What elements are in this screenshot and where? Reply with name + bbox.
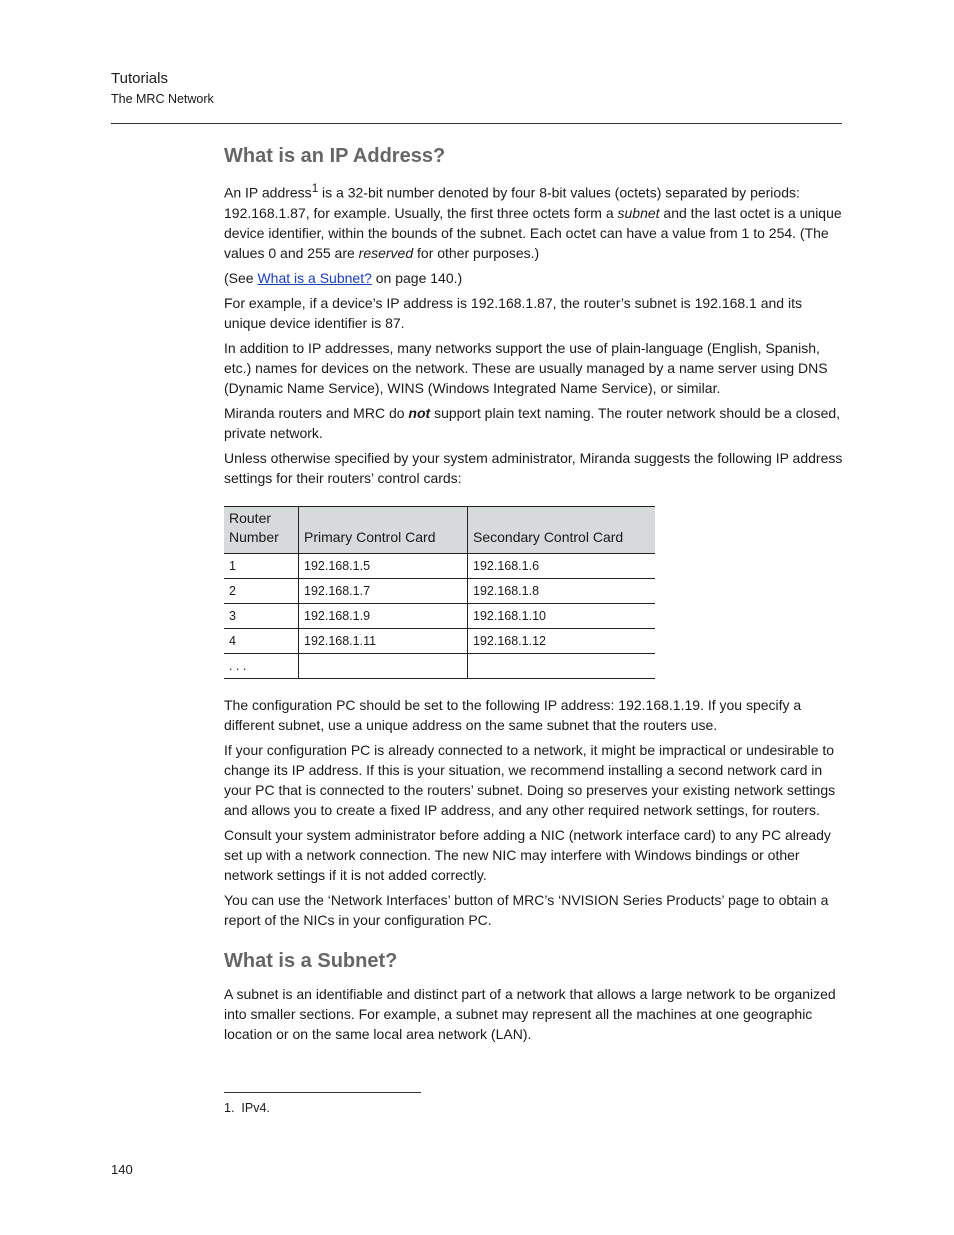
paragraph-example: For example, if a device’s IP address is 192.168.1.87, the router’s subnet is 192.168.1 and its unique device identifier is 87. <box>224 294 802 331</box>
link-what-is-a-subnet[interactable]: What is a Subnet? <box>257 269 372 286</box>
table-row <box>224 628 655 653</box>
paragraph-suggested-settings: Unless otherwise specified by your system administrator, Miranda suggests the following IP address settings for their routers’ control cards: <box>224 449 843 486</box>
table-cell: 192.168.1.8 <box>468 578 656 603</box>
running-header-section: Tutorials <box>111 70 168 87</box>
paragraph-consult-admin: Consult your system administrator before adding a NIC (network interface card) to any PC already set up with a network connection. The new NIC may interfere with Windows bindings or other network settings if it is not added correctly. <box>224 826 831 883</box>
paragraph-second-nic: If your configuration PC is already connected to a network, it might be impractical or undesirable to change its IP address. If this is your situation, we recommend installing a second network card in your PC that is connected to the routers’ subnet. Doing so preserves your existing network settings and allows you to create a fixed IP address, and any other required network settings, for routers. <box>224 741 836 818</box>
footnote: 1. IPv4. <box>224 1101 270 1115</box>
column-header-router-number: Router Number <box>224 506 299 553</box>
table-row <box>224 653 655 678</box>
main-content <box>224 143 844 1049</box>
table-row <box>224 578 655 603</box>
page-number: 140 <box>111 1162 133 1177</box>
ip-settings-table <box>224 506 655 679</box>
footnote-reference: 1 <box>311 182 319 195</box>
table-cell: 1 <box>224 553 299 578</box>
table-cell: 192.168.1.10 <box>468 603 656 628</box>
table-cell <box>299 653 468 678</box>
table-cell: 192.168.1.7 <box>299 578 468 603</box>
table-cell: 2 <box>224 578 299 603</box>
column-header-primary: Primary Control Card <box>299 506 468 553</box>
column-header-secondary: Secondary Control Card <box>468 506 656 553</box>
section-heading-ip-address: What is an IP Address? <box>224 145 446 167</box>
paragraph-plain-language-names: In addition to IP addresses, many networks support the use of plain-language (English, Spanish, etc.) names for devices on the network. These are usually managed by a name server using DNS (Dynamic Name Service), WINS (Windows Integrated Name Service), or similar. <box>224 339 828 396</box>
footnote-divider <box>224 1092 421 1093</box>
table-cell: 192.168.1.11 <box>299 628 468 653</box>
table-cell: 192.168.1.6 <box>468 553 656 578</box>
paragraph-miranda-naming: Miranda routers and MRC do not support plain text naming. The router network should be a closed, private network. <box>224 404 841 441</box>
paragraph-network-interfaces: You can use the ‘Network Interfaces’ button of MRC’s ‘NVISION Series Products’ page to obtain a report of the NICs in your configuration PC. <box>224 891 829 928</box>
table-row <box>224 553 655 578</box>
header-divider <box>111 123 842 124</box>
table-cell <box>468 653 656 678</box>
table-cell: 4 <box>224 628 299 653</box>
paragraph-subnet-definition: A subnet is an identifiable and distinct part of a network that allows a large network to be organized into smaller sections. For example, a subnet may represent all the machines at one geographic location or on the same local area network (LAN). <box>224 985 836 1042</box>
table-cell: 192.168.1.12 <box>468 628 656 653</box>
paragraph-config-pc-address: The configuration PC should be set to the following IP address: 192.168.1.19. If you specify a different subnet, use a unique address on the same subnet that the routers use. <box>224 696 802 733</box>
table-row <box>224 603 655 628</box>
running-header-subsection: The MRC Network <box>111 92 214 106</box>
paragraph-ip-definition: An IP address$^1$ is a 32-bit number denoted by four 8-bit values (octets) separated by periods: 192.168.1.87, for example. Usually, the first three octets form a subnet and the last octet is a unique device identifier, within the bounds of the subnet. Each octet can have a value from 1 to 254. (The values 0 and 255 are reserved for other purposes.) <box>224 182 842 261</box>
table-cell: 192.168.1.9 <box>299 603 468 628</box>
paragraph-see-also: (See What is a Subnet? on page 140.) <box>224 269 463 286</box>
table-header-row <box>224 506 655 553</box>
table-cell: . . . <box>224 653 299 678</box>
table-cell: 192.168.1.5 <box>299 553 468 578</box>
table-cell: 3 <box>224 603 299 628</box>
section-heading-subnet: What is a Subnet? <box>224 949 398 972</box>
